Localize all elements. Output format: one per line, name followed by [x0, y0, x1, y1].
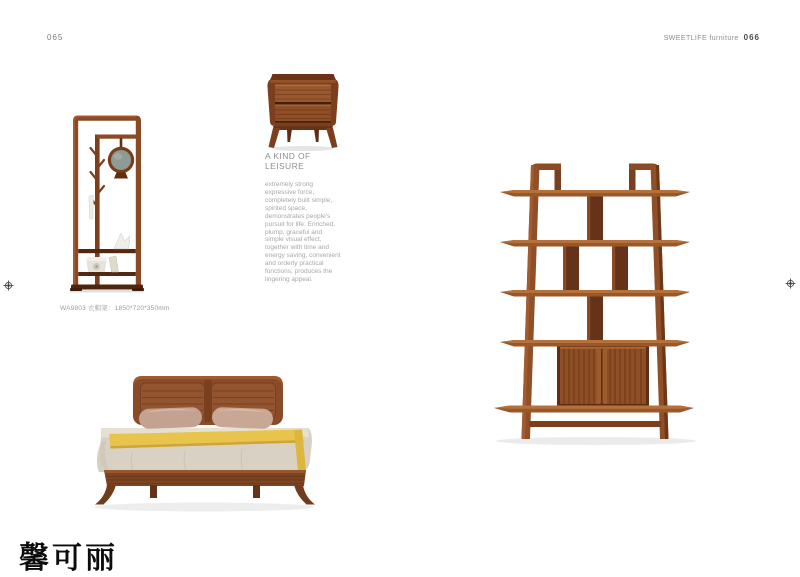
coat-rack-caption: WA9803 衣帽架：1850*720*350mm — [60, 305, 170, 312]
bed-photo — [90, 372, 320, 522]
right-page-header — [664, 33, 760, 42]
nightstand-illustration — [262, 72, 344, 152]
nightstand-photo — [262, 72, 344, 152]
cabinet-doors — [557, 345, 649, 406]
bookshelf-illustration — [484, 142, 704, 447]
coat-rack-illustration — [70, 110, 144, 295]
article-block — [265, 151, 345, 284]
book — [109, 256, 119, 272]
hanging-scarf — [89, 195, 94, 220]
bed-illustration — [90, 372, 320, 522]
brand-logotype: 馨可丽 — [19, 541, 118, 576]
coat-rack-photo — [70, 110, 144, 295]
bookshelf-photo — [484, 142, 704, 447]
bed-frame — [95, 470, 315, 505]
article-title: A KIND OF LEISURE — [265, 151, 311, 171]
vintage-telephone — [86, 257, 107, 272]
left-page-number: 065 — [47, 33, 64, 42]
registration-mark-icon — [3, 280, 14, 291]
origami-decoration — [114, 233, 130, 249]
registration-mark-icon — [785, 278, 796, 289]
article-body: extremely strong expressive force, completely built simple, spirited space, demonstrates people's pursuit for life. Enriched, plump, graceful and simple visual effect, together with time and energy saving, convenient and orderly practical functions, produces the lingering appeal. — [265, 181, 341, 284]
right-page-number: 066 — [743, 33, 760, 42]
brand-header-text: SWEETLIFE furniture — [663, 35, 739, 42]
